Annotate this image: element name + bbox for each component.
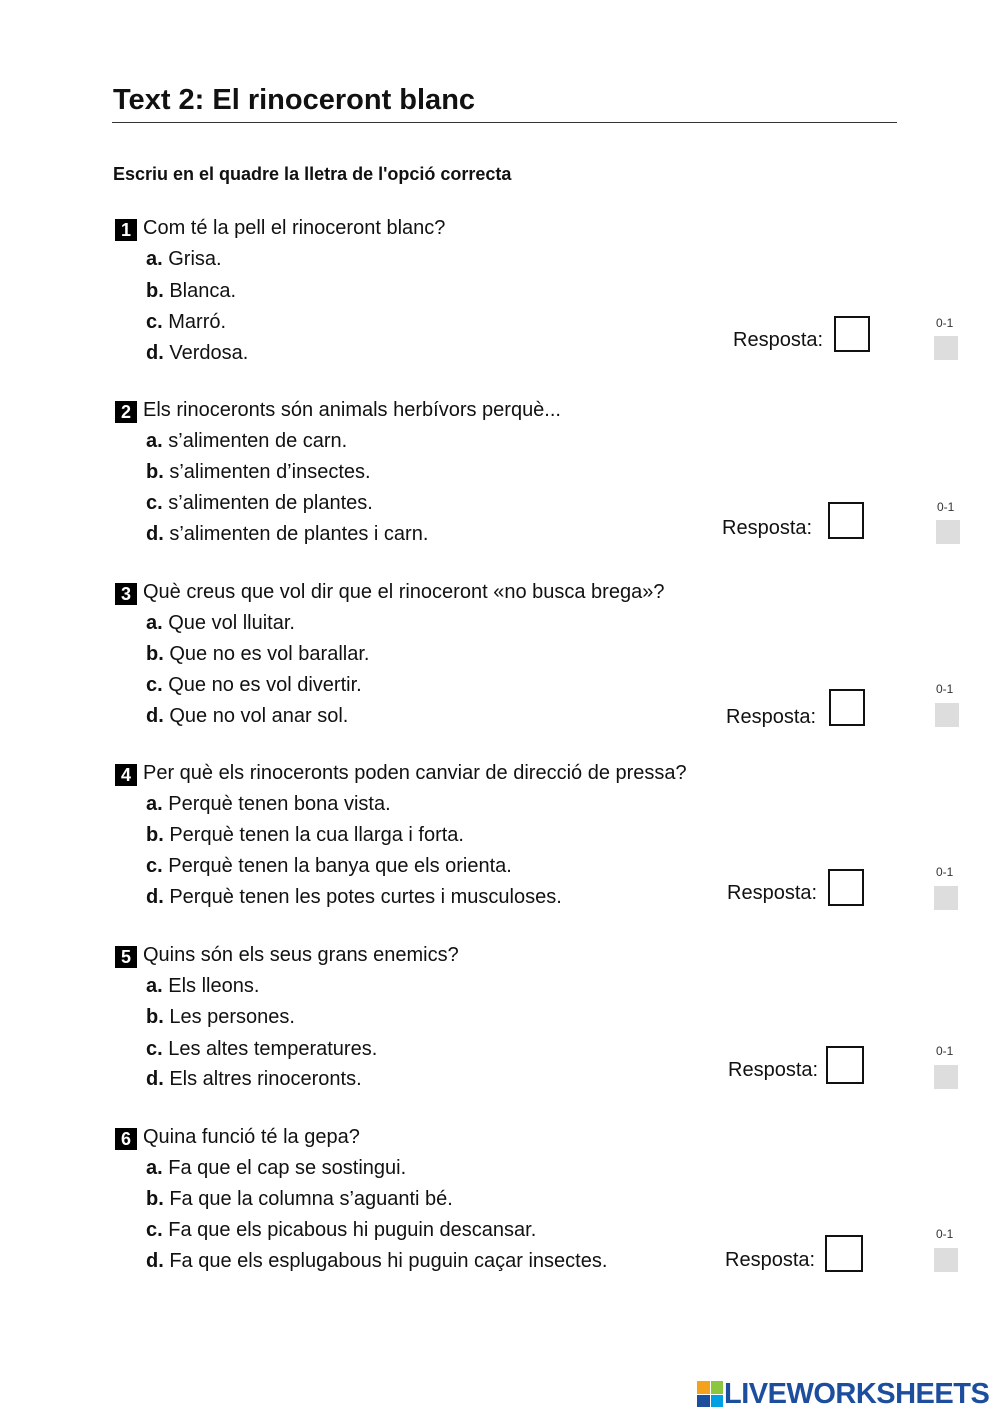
score-box (934, 1248, 958, 1272)
option-text: Perquè tenen bona vista. (168, 793, 391, 815)
instruction-text: Escriu en el quadre la lletra de l'opció correcta (113, 164, 512, 184)
score-label: 0-1 (936, 1227, 954, 1241)
option-b (146, 1188, 453, 1211)
option-letter: b. (146, 1188, 164, 1210)
option-b (146, 824, 464, 847)
option-text: Que vol lluitar. (168, 612, 295, 634)
logo-square (697, 1395, 710, 1408)
question-4 (0, 764, 1000, 924)
option-letter: d. (146, 342, 164, 364)
option-letter: c. (146, 1038, 163, 1060)
option-c (146, 855, 512, 878)
option-text: Perquè tenen la banya que els orienta. (168, 855, 512, 877)
option-a (146, 612, 295, 635)
option-text: s’alimenten de plantes i carn. (169, 523, 429, 545)
answer-label: Resposta: (728, 1059, 819, 1081)
answer-label: Resposta: (726, 706, 817, 728)
answer-label: Resposta: (722, 517, 813, 539)
logo-square (711, 1381, 724, 1394)
option-text: s’alimenten d’insectes. (169, 461, 371, 483)
option-a (146, 430, 347, 453)
option-letter: b. (146, 280, 164, 302)
option-text: s’alimenten de carn. (168, 430, 348, 452)
option-text: Els altres rinoceronts. (169, 1068, 362, 1090)
option-letter: d. (146, 523, 164, 545)
option-text: Fa que els picabous hi puguin descansar. (168, 1219, 537, 1241)
title-divider (112, 122, 897, 123)
score-label: 0-1 (936, 316, 954, 330)
logo-square (711, 1395, 724, 1408)
option-a (146, 1157, 406, 1180)
option-text: Blanca. (169, 280, 237, 302)
option-text: s’alimenten de plantes. (168, 492, 373, 514)
answer-input-box[interactable] (826, 1046, 864, 1084)
option-letter: c. (146, 855, 163, 877)
liveworksheets-logo (697, 1378, 993, 1410)
option-letter: a. (146, 612, 163, 634)
question-2 (0, 401, 1000, 561)
question-number: 6 (115, 1128, 137, 1150)
answer-input-box[interactable] (828, 502, 864, 539)
question-number: 1 (115, 219, 137, 241)
score-box (936, 520, 960, 544)
option-a (146, 975, 259, 998)
question-text: Quina funció té la gepa? (143, 1126, 360, 1148)
answer-label: Resposta: (727, 882, 818, 904)
score-label: 0-1 (937, 500, 955, 514)
option-letter: b. (146, 824, 164, 846)
option-d (146, 1068, 362, 1091)
option-d (146, 523, 428, 546)
option-b (146, 643, 369, 666)
option-text: Fa que el cap se sostingui. (168, 1157, 407, 1179)
option-c (146, 1219, 536, 1242)
option-text: Fa que els esplugabous hi puguin caçar insectes. (169, 1250, 608, 1272)
option-letter: b. (146, 643, 164, 665)
option-text: Perquè tenen les potes curtes i musculoses. (169, 886, 562, 908)
logo-square (697, 1381, 710, 1394)
answer-input-box[interactable] (829, 689, 865, 726)
question-number: 4 (115, 764, 137, 786)
question-text: Quins són els seus grans enemics? (143, 944, 459, 966)
answer-input-box[interactable] (825, 1235, 863, 1272)
score-box (934, 886, 958, 910)
option-b (146, 1006, 295, 1029)
question-text: Els rinoceronts són animals herbívors perquè... (143, 399, 561, 421)
score-box (934, 1065, 958, 1089)
score-label: 0-1 (936, 1044, 954, 1058)
question-6 (0, 1128, 1000, 1288)
option-letter: a. (146, 975, 163, 997)
score-box (934, 336, 958, 360)
question-text: Què creus que vol dir que el rinoceront «no busca brega»? (143, 581, 665, 603)
score-label: 0-1 (936, 865, 954, 879)
answer-input-box[interactable] (834, 316, 870, 352)
question-number: 3 (115, 583, 137, 605)
answer-label: Resposta: (725, 1249, 816, 1271)
option-text: Que no vol anar sol. (169, 705, 349, 727)
answer-label: Resposta: (733, 329, 824, 351)
option-b (146, 461, 371, 484)
option-letter: d. (146, 1068, 164, 1090)
page-title: Text 2: El rinoceront blanc (113, 84, 476, 116)
option-c (146, 674, 362, 697)
option-d (146, 705, 348, 728)
option-text: Que no es vol barallar. (169, 643, 370, 665)
question-3 (0, 583, 1000, 743)
question-1 (0, 219, 1000, 379)
option-letter: c. (146, 1219, 163, 1241)
score-box (935, 703, 959, 727)
option-letter: b. (146, 1006, 164, 1028)
option-letter: b. (146, 461, 164, 483)
option-letter: d. (146, 705, 164, 727)
logo-mark-icon (697, 1381, 723, 1407)
option-d (146, 886, 562, 909)
option-a (146, 793, 391, 816)
option-letter: a. (146, 430, 163, 452)
question-text: Per què els rinoceronts poden canviar de direcció de pressa? (143, 762, 687, 784)
option-letter: a. (146, 248, 163, 270)
option-text: Marró. (168, 311, 227, 333)
question-5 (0, 946, 1000, 1106)
option-letter: c. (146, 311, 163, 333)
option-c (146, 492, 373, 515)
option-d (146, 1250, 607, 1273)
option-text: Les persones. (169, 1006, 295, 1028)
option-c (146, 1038, 377, 1061)
question-text: Com té la pell el rinoceront blanc? (143, 217, 446, 239)
option-letter: d. (146, 886, 164, 908)
option-text: Les altes temperatures. (168, 1038, 378, 1060)
option-letter: c. (146, 492, 163, 514)
option-text: Els lleons. (168, 975, 260, 997)
option-b (146, 280, 236, 303)
option-d (146, 342, 248, 365)
option-c (146, 311, 226, 334)
score-label: 0-1 (936, 682, 954, 696)
option-a (146, 248, 222, 271)
option-text: Perquè tenen la cua llarga i forta. (169, 824, 464, 846)
logo-text: LIVEWORKSHEETS (724, 1378, 990, 1410)
option-text: Que no es vol divertir. (168, 674, 362, 696)
question-number: 5 (115, 946, 137, 968)
option-letter: a. (146, 793, 163, 815)
option-text: Fa que la columna s’aguanti bé. (169, 1188, 453, 1210)
option-letter: d. (146, 1250, 164, 1272)
answer-input-box[interactable] (828, 869, 864, 906)
option-letter: a. (146, 1157, 163, 1179)
option-text: Verdosa. (169, 342, 249, 364)
question-number: 2 (115, 401, 137, 423)
option-text: Grisa. (168, 248, 222, 270)
option-letter: c. (146, 674, 163, 696)
